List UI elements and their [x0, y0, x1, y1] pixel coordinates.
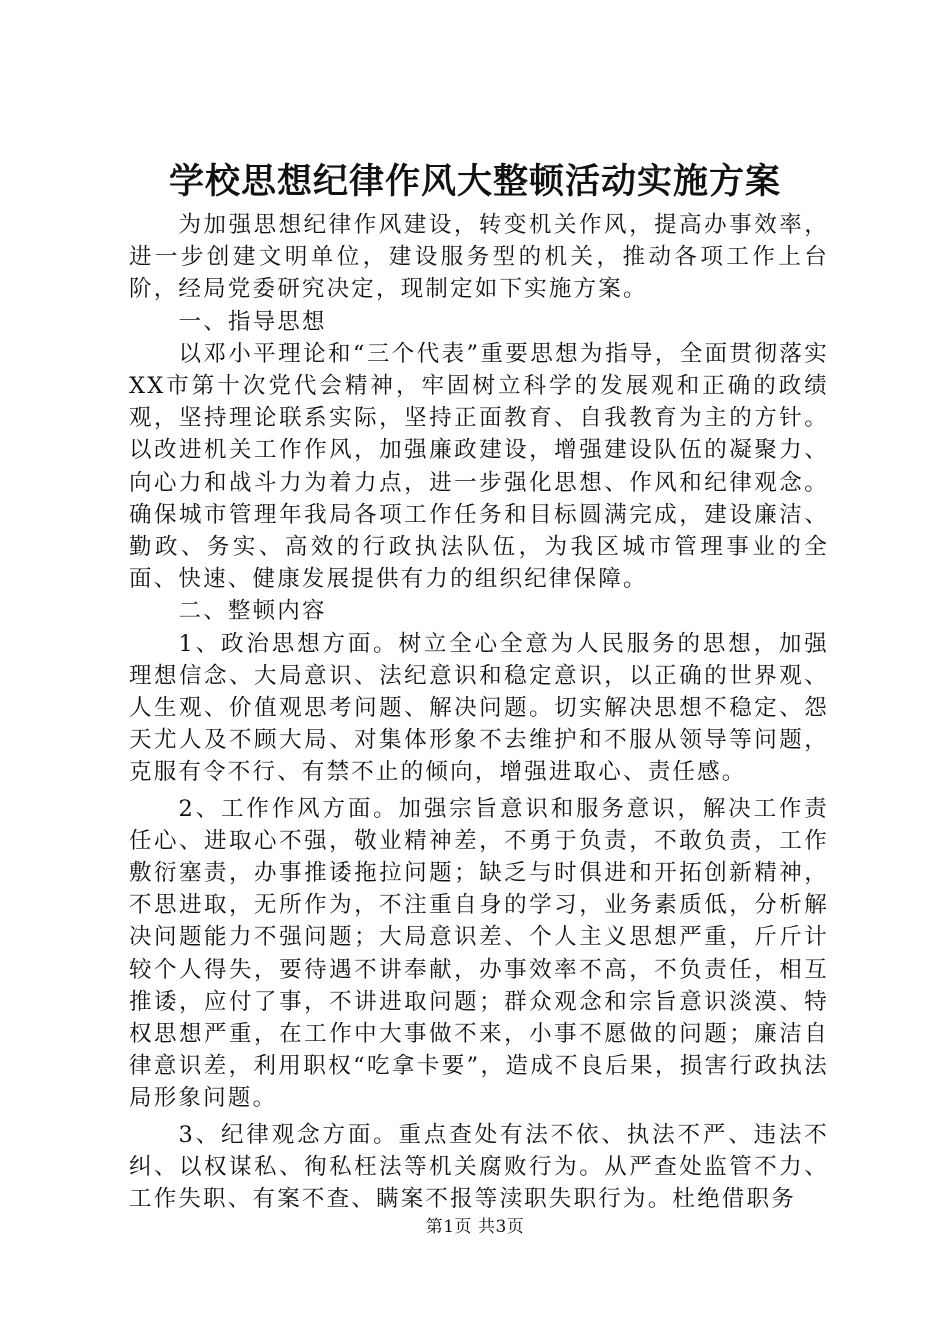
discipline-paragraph: 3、纪律观念方面。重点查处有法不依、执法不严、违法不纠、以权谋私、徇私枉法等机关腐败行为。从严查处监管不力、工作失职、有案不查、瞒案不报等渎职失职行为。杜绝借职务	[129, 1121, 829, 1213]
section-heading-guiding-thought: 一、指导思想	[178, 308, 327, 335]
intro-paragraph: 为加强思想纪律作风建设，转变机关作风，提高办事效率，进一步创建文明单位，建设服务型的机关，推动各项工作上台阶，经局党委研究决定，现制定如下实施方案。	[129, 212, 829, 303]
political-thought-paragraph: 1、政治思想方面。树立全心全意为人民服务的思想，加强理想信念、大局意识、法纪意识和稳定意识，以正确的世界观、人生观、价值观思考问题、解决问题。切实解决思想不稳定、怨天尤人及不顾大局、对集体形象不去维护和不服从领导等问题，克服有令不行、有禁不止的倾向，增强进取心、责任感。	[129, 630, 829, 786]
page-number: 第1页 共3页	[425, 1217, 525, 1237]
document-body	[129, 209, 829, 1215]
document-title: 学校思想纪律作风大整顿活动实施方案	[168, 161, 781, 202]
guiding-thought-paragraph: 以邓小平理论和“三个代表”重要思想为指导，全面贯彻落实XX市第十次党代会精神，牢固树立科学的发展观和正确的政绩观，坚持理论联系实际，坚持正面教育、自我教育为主的方针。以改进机关工作作风，加强廉政建设，增强建设队伍的凝聚力、向心力和战斗力为着力点，进一步强化思想、作风和纪律观念。确保城市管理年我局各项工作任务和目标圆满完成，建设廉洁、勤政、务实、高效的行政执法队伍，为我区城市管理事业的全面、快速、健康发展提供有力的组织纪律保障。	[129, 340, 829, 593]
work-style-paragraph: 2、工作作风方面。加强宗旨意识和服务意识，解决工作责任心、进取心不强，敬业精神差，不勇于负责，不敢负责，工作敷衍塞责，办事推诿拖拉问题；缺乏与时俱进和开拓创新精神，不思进取，无所作为，不注重自身的学习，业务素质低，分析解决问题能力不强问题；大局意识差、个人主义思想严重，斤斤计较个人得失，要待遇不讲奉献，办事效率不高，不负责任，相互推诿，应付了事，不讲进取问题；群众观念和宗旨意识淡漠、特权思想严重，在工作中大事做不来，小事不愿做的问题；廉洁自律意识差，利用职权“吃拿卡要”，造成不良后果，损害行政执法局形象问题。	[129, 795, 829, 1112]
section-heading-rectification-content: 二、整顿内容	[178, 598, 327, 625]
